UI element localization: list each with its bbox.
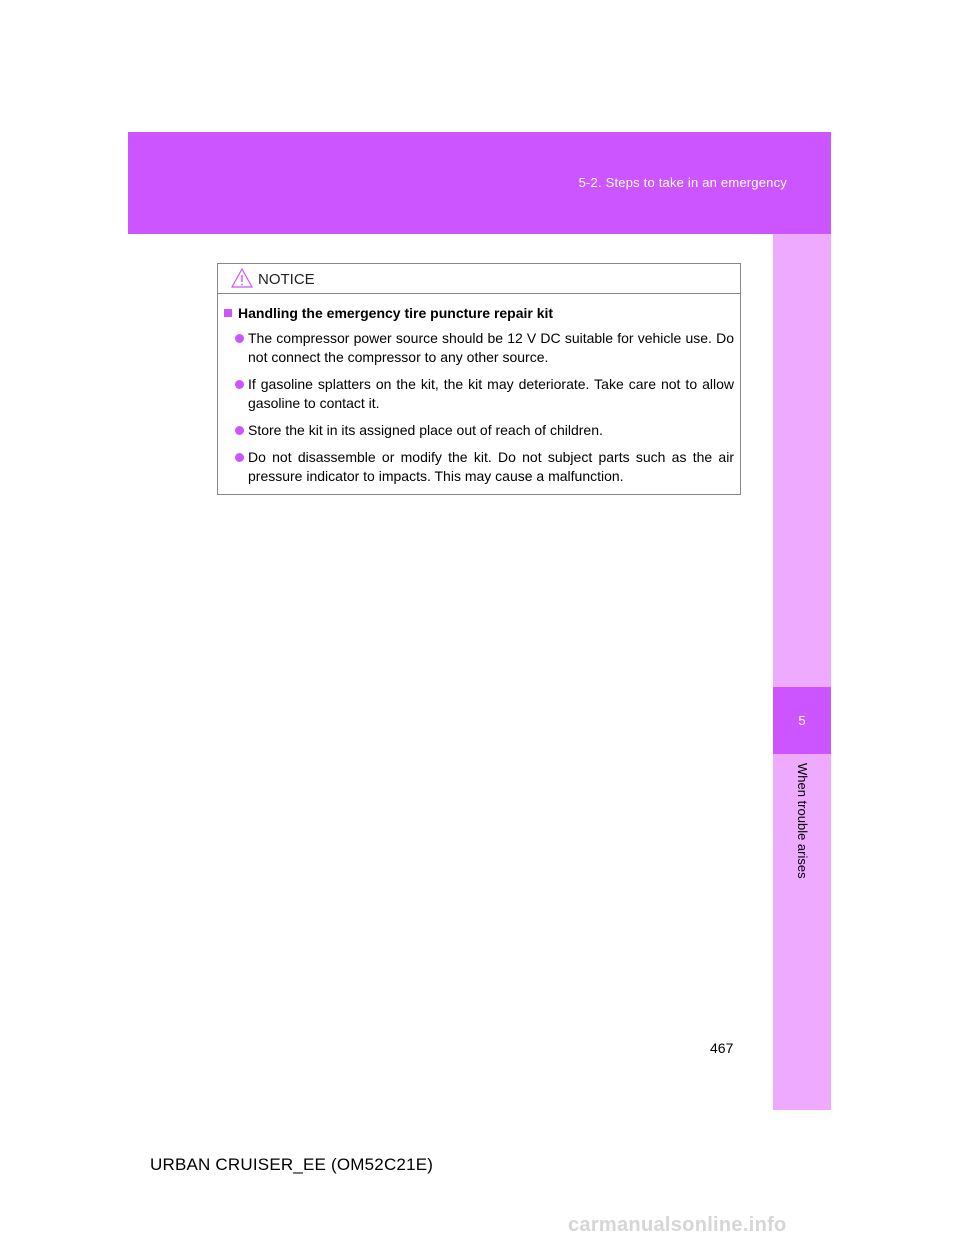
notice-body <box>218 294 740 486</box>
footer-model-code: URBAN CRUISER_EE (OM52C21E) <box>150 1155 434 1174</box>
chapter-number-box <box>773 687 831 754</box>
section-heading: 5-2. Steps to take in an emergency <box>578 175 787 190</box>
notice-item <box>224 375 734 413</box>
notice-item-text: Do not disassemble or modify the kit. Do not subject parts such as the air pressure indicator to impacts. This may cause a malfunction. <box>248 449 734 484</box>
bullet-dot-icon <box>235 380 244 389</box>
notice-item <box>224 329 734 367</box>
notice-item <box>224 448 734 486</box>
notice-box <box>217 263 741 495</box>
watermark: carmanualsonline.info <box>568 1214 787 1236</box>
notice-label: NOTICE <box>258 271 315 288</box>
warning-triangle-icon <box>231 268 253 288</box>
square-bullet-icon <box>224 309 232 317</box>
chapter-title <box>779 763 825 963</box>
bullet-dot-icon <box>235 334 244 343</box>
bullet-dot-icon <box>235 426 244 435</box>
notice-item-text: If gasoline splatters on the kit, the kit may deteriorate. Take care not to allow gasoline to contact it. <box>248 376 734 411</box>
chapter-title-text: When trouble arises <box>795 763 810 879</box>
chapter-number: 5 <box>798 713 806 728</box>
notice-item <box>224 421 734 440</box>
notice-item-text: Store the kit in its assigned place out of reach of children. <box>248 422 603 438</box>
notice-section-title-text: Handling the emergency tire puncture repair kit <box>238 305 554 321</box>
header-band <box>128 132 831 234</box>
chapter-side-tab[interactable] <box>773 234 831 1110</box>
notice-item-text: The compressor power source should be 12 V DC suitable for vehicle use. Do not connect the compressor to any other source. <box>248 330 734 365</box>
notice-header <box>218 264 740 294</box>
notice-section-title <box>224 305 734 321</box>
bullet-dot-icon <box>235 453 244 462</box>
page-number: 467 <box>710 1040 734 1056</box>
